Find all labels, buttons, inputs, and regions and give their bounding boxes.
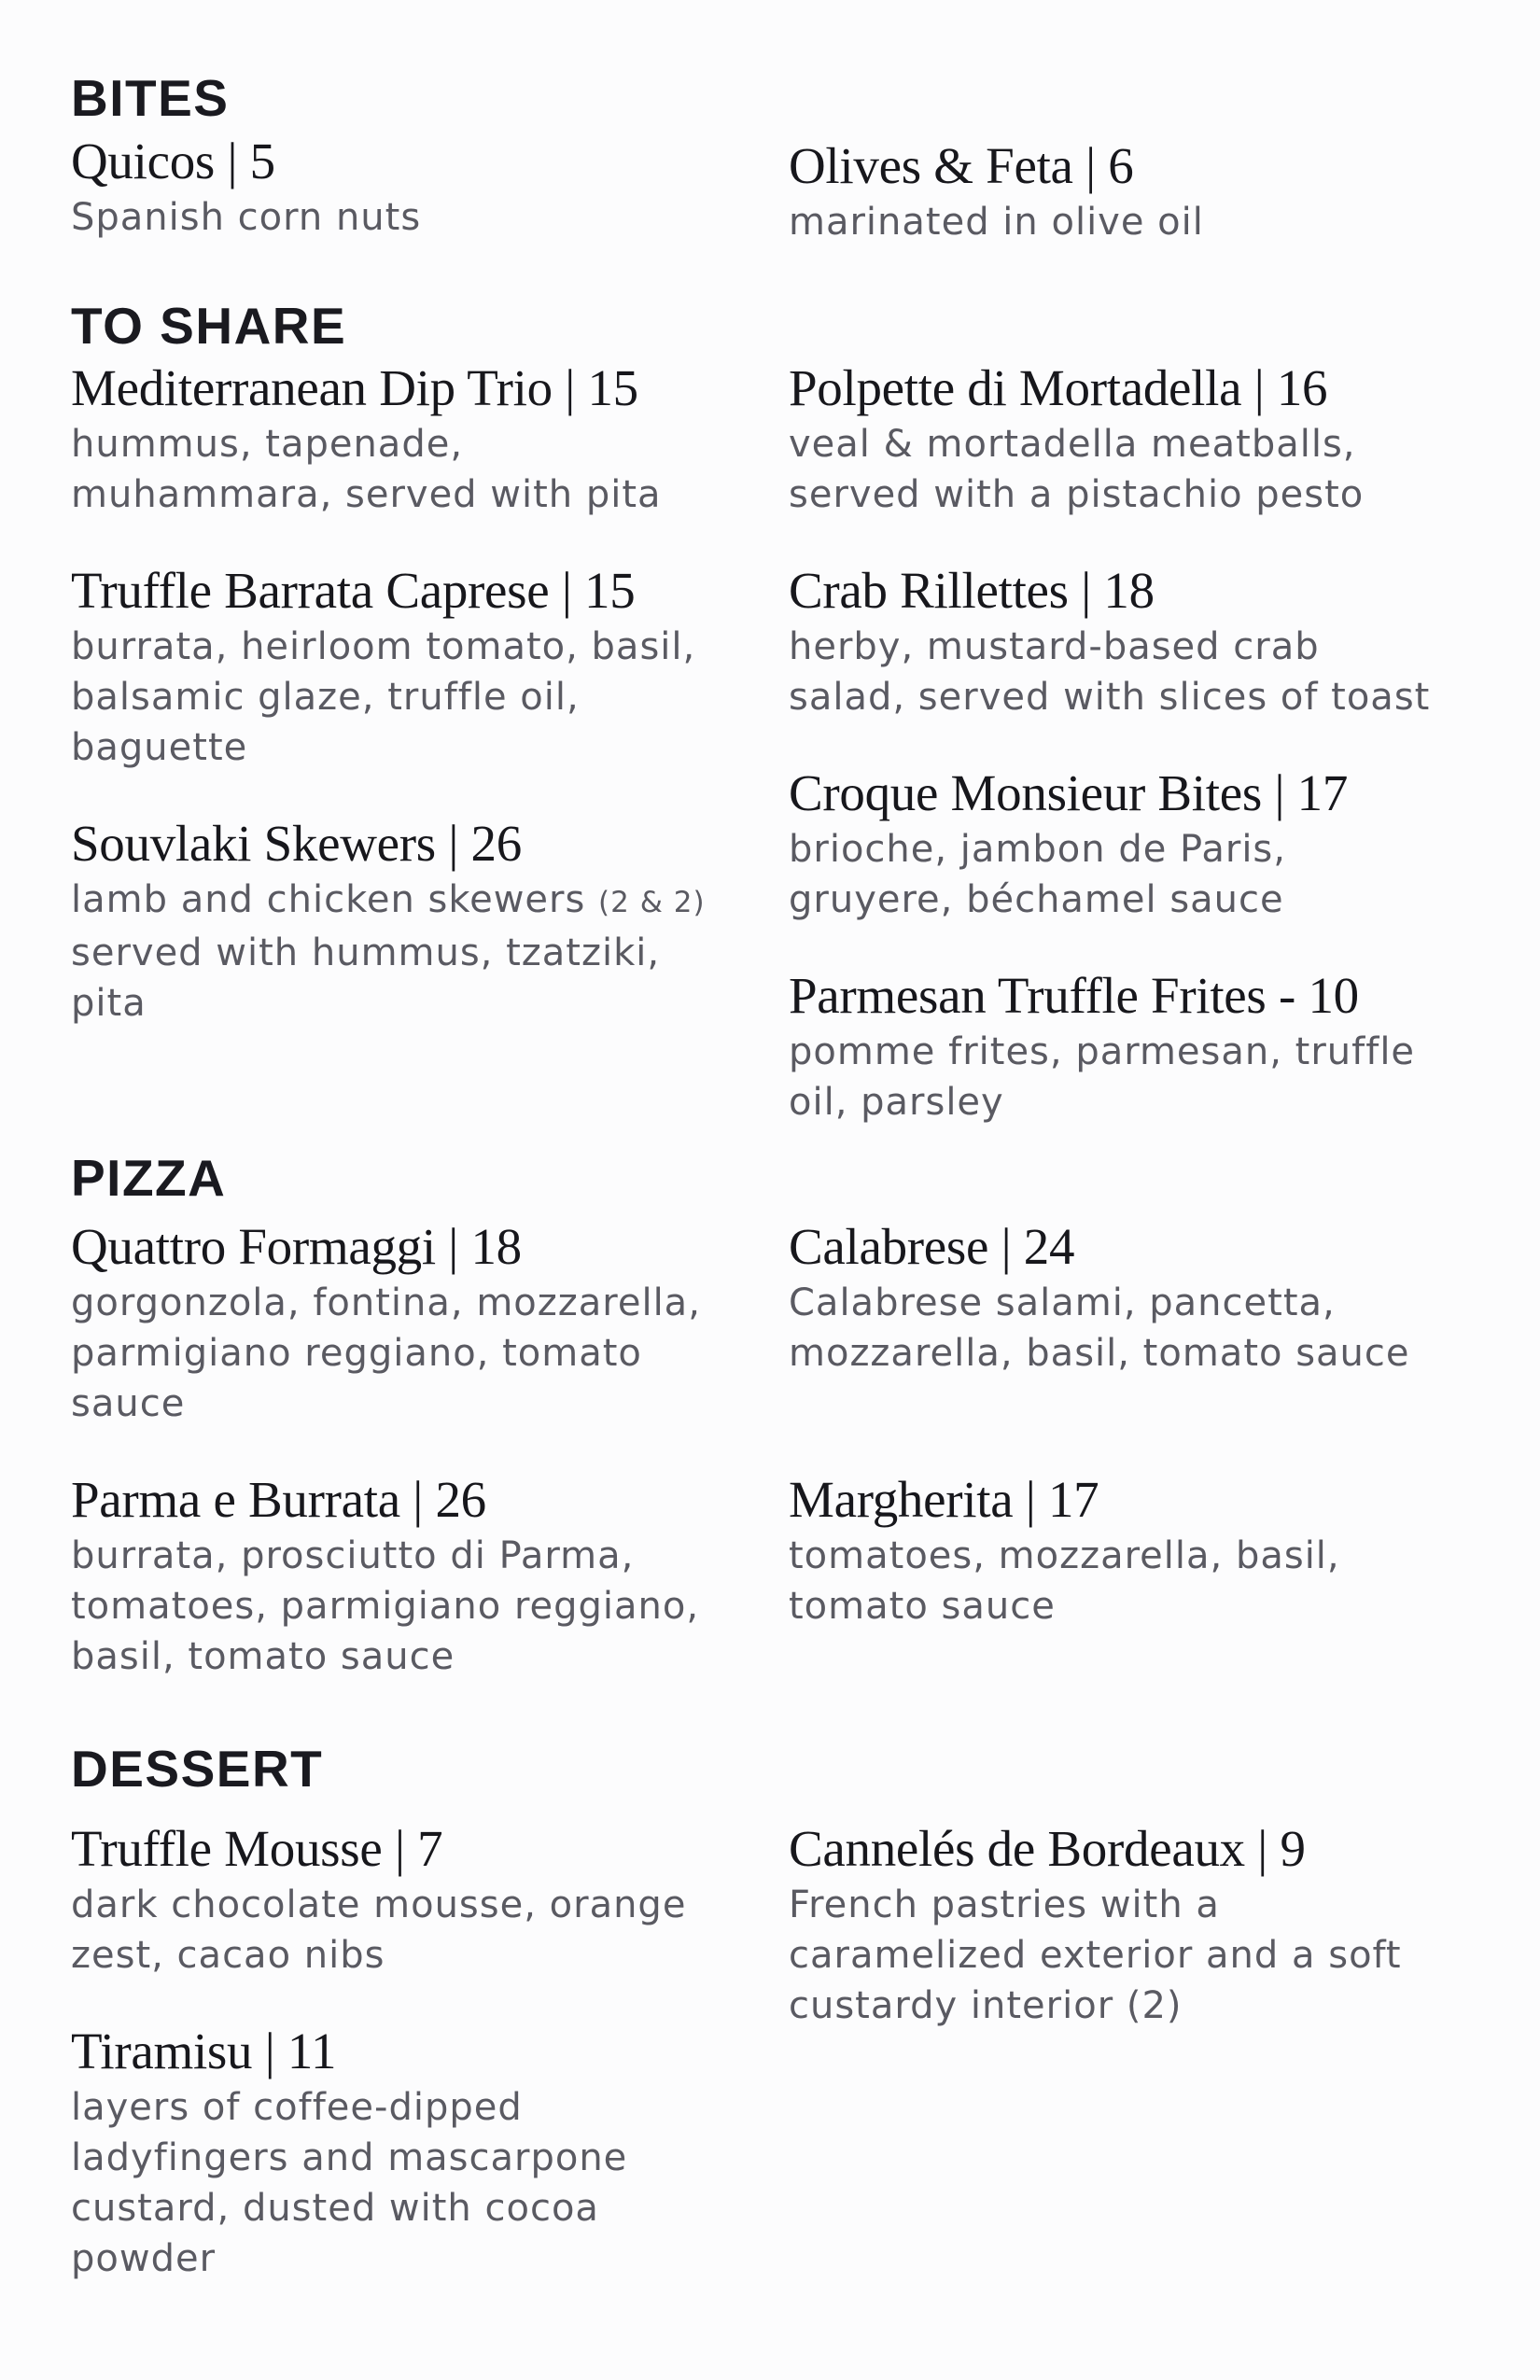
- item-title: [71, 2021, 799, 2082]
- item-name: Olives & Feta: [789, 137, 1073, 194]
- description-line: Calabrese salami, pancetta,: [789, 1281, 1336, 1324]
- description-line: dark chocolate mousse, orange: [71, 1883, 687, 1926]
- menu-item-crab-rillettes: [789, 560, 1517, 722]
- item-description: [789, 1531, 1517, 1631]
- item-name: Souvlaki Skewers: [71, 815, 436, 872]
- item-name: Quattro Formaggi: [71, 1218, 436, 1275]
- item-title: [789, 965, 1517, 1027]
- item-title: [71, 813, 799, 875]
- item-price: 5: [249, 133, 275, 189]
- description-line: pita: [71, 982, 147, 1025]
- menu-item-quattro-formaggi: [71, 1216, 799, 1429]
- price-separator: |: [1253, 359, 1265, 416]
- section-title-pizza: PIZZA: [71, 1149, 227, 1207]
- item-name: Truffle Barrata Caprese: [71, 562, 550, 619]
- description-line: pomme frites, parmesan, truffle: [789, 1030, 1416, 1073]
- item-description: [789, 419, 1517, 520]
- price-separator: |: [561, 562, 572, 619]
- item-price: 10: [1308, 967, 1359, 1024]
- menu-item-mediterranean-dip-trio: [71, 357, 799, 520]
- description-line: tomato sauce: [789, 1585, 1056, 1628]
- item-description: [789, 622, 1517, 722]
- description-line: zest, cacao nibs: [71, 1934, 385, 1977]
- item-name: Parma e Burrata: [71, 1471, 400, 1528]
- price-separator: |: [227, 133, 238, 189]
- item-name: Polpette di Mortadella: [789, 359, 1242, 416]
- description-line: served with a pistachio pesto: [789, 473, 1365, 516]
- description-line: marinated in olive oil: [789, 201, 1204, 244]
- item-name: Quicos: [71, 133, 216, 189]
- item-price: 24: [1023, 1218, 1075, 1275]
- item-title: [71, 560, 799, 622]
- item-title: [789, 560, 1517, 622]
- item-name: Margherita: [789, 1471, 1014, 1528]
- description-line: salad, served with slices of toast: [789, 676, 1431, 719]
- item-description: [789, 1880, 1517, 2031]
- menu-item-quicos: [71, 131, 799, 243]
- price-separator: |: [1257, 1820, 1268, 1877]
- price-separator: |: [1025, 1471, 1036, 1528]
- description-line: hummus, tapenade,: [71, 423, 464, 466]
- description-line: Spanish corn nuts: [71, 196, 422, 239]
- item-description: [789, 197, 1517, 247]
- item-description: [71, 192, 799, 243]
- price-separator: |: [448, 1218, 459, 1275]
- item-price: 15: [584, 562, 636, 619]
- price-separator: |: [1001, 1218, 1012, 1275]
- menu-item-margherita: [789, 1469, 1517, 1631]
- description-line: balsamic glaze, truffle oil,: [71, 676, 580, 719]
- description-line: gruyere, béchamel sauce: [789, 878, 1284, 921]
- price-separator: |: [1085, 137, 1096, 194]
- price-separator: |: [1081, 562, 1091, 619]
- description-line: baguette: [71, 726, 248, 769]
- item-price: 16: [1276, 359, 1328, 416]
- menu-item-canneles-de-bordeaux: [789, 1818, 1517, 2031]
- description-line: tomatoes, mozzarella, basil,: [789, 1534, 1340, 1577]
- item-price: 6: [1108, 137, 1134, 194]
- description-line: tomatoes, parmigiano reggiano,: [71, 1585, 700, 1628]
- item-name: Croque Monsieur Bites: [789, 764, 1262, 821]
- price-separator: -: [1278, 967, 1295, 1024]
- section-title-to-share: TO SHARE: [71, 297, 347, 355]
- description-line: layers of coffee-dipped: [71, 2086, 523, 2129]
- item-title: [789, 135, 1517, 197]
- description-line: burrata, heirloom tomato, basil,: [71, 625, 696, 668]
- item-title: [789, 1469, 1517, 1531]
- price-separator: |: [448, 815, 459, 872]
- description-line: French pastries with a: [789, 1883, 1220, 1926]
- item-price: 17: [1047, 1471, 1099, 1528]
- item-name: Calabrese: [789, 1218, 989, 1275]
- description-line: mozzarella, basil, tomato sauce: [789, 1332, 1410, 1375]
- text: lamb and chicken skewers: [71, 878, 586, 921]
- price-separator: |: [565, 359, 575, 416]
- item-name: Crab Rillettes: [789, 562, 1069, 619]
- description-line: veal & mortadella meatballs,: [789, 423, 1356, 466]
- menu-item-parmesan-truffle-frites: [789, 965, 1517, 1127]
- menu-item-truffle-barrata-caprese: [71, 560, 799, 773]
- item-price: 11: [287, 2023, 337, 2079]
- description-line: custard, dusted with cocoa: [71, 2187, 599, 2230]
- item-description: [789, 1278, 1517, 1379]
- item-title: [71, 1818, 799, 1880]
- item-title: [71, 357, 799, 419]
- description-line: powder: [71, 2237, 217, 2280]
- item-price: 7: [417, 1820, 443, 1877]
- item-price: 18: [1103, 562, 1155, 619]
- price-separator: |: [394, 1820, 405, 1877]
- menu-item-olives-feta: [789, 135, 1517, 247]
- description-line: basil, tomato sauce: [71, 1635, 455, 1678]
- menu-item-croque-monsieur-bites: [789, 763, 1517, 925]
- section-title-dessert: DESSERT: [71, 1740, 324, 1798]
- description-line: [71, 875, 799, 928]
- item-title: [71, 1469, 799, 1531]
- section-title-bites: BITES: [71, 69, 230, 127]
- item-title: [71, 131, 799, 192]
- description-line: ladyfingers and mascarpone: [71, 2136, 628, 2179]
- description-line: sauce: [71, 1382, 186, 1425]
- item-description: [71, 875, 799, 1029]
- menu-item-polpette-di-mortadella: [789, 357, 1517, 520]
- item-price: 17: [1296, 764, 1349, 821]
- description-line: custardy interior (2): [789, 1984, 1183, 2027]
- item-title: [789, 357, 1517, 419]
- item-description: [71, 419, 799, 520]
- item-price: 18: [470, 1218, 522, 1275]
- item-price: 26: [435, 1471, 486, 1528]
- item-name: Mediterranean Dip Trio: [71, 359, 553, 416]
- item-description: [789, 824, 1517, 925]
- menu-item-tiramisu: [71, 2021, 799, 2284]
- item-name: Truffle Mousse: [71, 1820, 383, 1877]
- item-title: [789, 763, 1517, 824]
- item-description: [71, 1278, 799, 1429]
- price-separator: |: [264, 2023, 275, 2079]
- item-name: Parmesan Truffle Frites: [789, 967, 1267, 1024]
- menu-item-souvlaki-skewers: [71, 813, 799, 1029]
- item-title: [789, 1818, 1517, 1880]
- price-separator: |: [1274, 764, 1285, 821]
- description-line: brioche, jambon de Paris,: [789, 828, 1286, 871]
- portion-note: (2 & 2): [598, 886, 706, 919]
- item-description: [71, 1880, 799, 1981]
- item-price: 15: [587, 359, 638, 416]
- item-description: [71, 622, 799, 773]
- price-separator: |: [413, 1471, 424, 1528]
- item-price: 26: [470, 815, 522, 872]
- item-title: [789, 1216, 1517, 1278]
- item-name: Cannelés de Bordeaux: [789, 1820, 1245, 1877]
- menu-item-parma-e-burrata: [71, 1469, 799, 1682]
- description-line: muhammara, served with pita: [71, 473, 662, 516]
- item-name: Tiramisu: [71, 2023, 253, 2079]
- description-line: herby, mustard-based crab: [789, 625, 1320, 668]
- item-description: [789, 1027, 1517, 1127]
- description-line: oil, parsley: [789, 1081, 1004, 1124]
- description-line: parmigiano reggiano, tomato: [71, 1332, 642, 1375]
- description-line: gorgonzola, fontina, mozzarella,: [71, 1281, 701, 1324]
- item-price: 9: [1280, 1820, 1306, 1877]
- item-description: [71, 2082, 799, 2284]
- menu-item-calabrese: [789, 1216, 1517, 1379]
- description-line: caramelized exterior and a soft: [789, 1934, 1402, 1977]
- item-title: [71, 1216, 799, 1278]
- menu-item-truffle-mousse: [71, 1818, 799, 1981]
- description-line: burrata, prosciutto di Parma,: [71, 1534, 635, 1577]
- item-description: [71, 1531, 799, 1682]
- description-line: served with hummus, tzatziki,: [71, 931, 661, 974]
